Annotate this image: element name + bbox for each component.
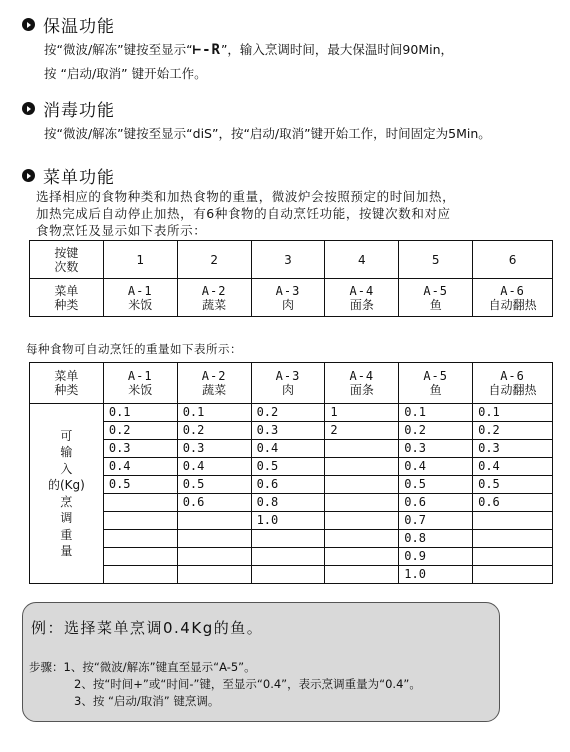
- table-row: [30, 404, 553, 422]
- weight-cell: 1.0: [251, 512, 325, 530]
- weight-cell: 0.6: [399, 494, 473, 512]
- weight-side-label: [30, 404, 104, 584]
- section-heading-menu: [22, 163, 115, 188]
- menu-code: A-1: [127, 283, 153, 298]
- menu-cell: [473, 279, 553, 317]
- menu-code: A-2: [201, 283, 227, 298]
- example-step-2: 2、按“时间+”或“时间-”键，至显示“0.4”，表示烹调重量为“0.4”。: [74, 677, 421, 691]
- menu-code: A-6: [500, 369, 525, 383]
- menu-name: 米饭: [128, 297, 153, 312]
- weight-cell: 0.2: [399, 422, 473, 440]
- table-row: [30, 440, 553, 458]
- menu-code: A-2: [201, 369, 227, 383]
- weight-cell: 0.5: [473, 476, 553, 494]
- weight-cell: 0.8: [251, 494, 325, 512]
- weight-cell: [325, 494, 399, 512]
- menu-cell: [177, 279, 251, 317]
- count-cell: 1: [103, 241, 177, 279]
- weight-cell: 0.4: [473, 458, 553, 476]
- weight-cell: [473, 548, 553, 566]
- count-cell: 2: [177, 241, 251, 279]
- weight-cell: [325, 476, 399, 494]
- weight-cell: 0.9: [399, 548, 473, 566]
- menu-cell: [103, 363, 177, 404]
- weight-cell: [251, 566, 325, 584]
- step-text: 按“微波/解冻”键直至显示“A-5”。: [82, 660, 256, 674]
- seven-segment-display-text: ⊢-R: [192, 42, 221, 58]
- label-part: 菜单: [54, 283, 79, 298]
- weight-cell: [103, 494, 177, 512]
- menu-cell: [325, 363, 399, 404]
- weight-cell: 0.5: [177, 476, 251, 494]
- menu-code: A-5: [423, 283, 449, 298]
- weight-cell: 0.3: [103, 440, 177, 458]
- section-heading-keep-warm: [22, 12, 115, 37]
- weight-cell: 0.3: [399, 440, 473, 458]
- weight-cell: 2: [325, 422, 399, 440]
- weight-cell: 1: [325, 404, 399, 422]
- section-heading-disinfect: [22, 96, 115, 121]
- table-row: [30, 530, 553, 548]
- weight-cell: [325, 458, 399, 476]
- steps-prefix: 步骤：1、: [29, 660, 83, 674]
- menu-cell: [103, 279, 177, 317]
- menu-desc-line-3: 食物烹饪及显示如下表所示：: [36, 223, 207, 238]
- weight-cell: 0.2: [473, 422, 553, 440]
- weight-cell: 0.8: [399, 530, 473, 548]
- count-cell: 3: [251, 241, 325, 279]
- play-bullet-icon: [22, 102, 35, 115]
- menu-name: 蔬菜: [202, 297, 227, 312]
- weight-cell: 0.5: [103, 476, 177, 494]
- weight-cell: 0.1: [399, 404, 473, 422]
- count-cell: 4: [325, 241, 399, 279]
- menu-cell: [473, 363, 553, 404]
- side-label-char: 入: [60, 461, 73, 476]
- weight-cell: 0.2: [177, 422, 251, 440]
- text-segment: ”，输入烹调时间，最大保温时间90Min，: [220, 42, 453, 57]
- side-label-char: 量: [60, 544, 73, 558]
- table-row: [30, 241, 553, 279]
- keep-warm-line-1: [44, 40, 453, 58]
- weight-table: [29, 362, 553, 584]
- menu-name: 自动翻热: [488, 297, 537, 312]
- weight-cell: 0.6: [251, 476, 325, 494]
- weight-cell: [103, 566, 177, 584]
- weight-cell: [325, 440, 399, 458]
- menu-code: A-3: [275, 283, 301, 298]
- weight-cell: 0.3: [177, 440, 251, 458]
- row-label-menu: [30, 279, 104, 317]
- menu-code: A-4: [349, 369, 375, 383]
- table-row: [30, 476, 553, 494]
- weight-cell: 0.4: [251, 440, 325, 458]
- weight-cell: 0.4: [103, 458, 177, 476]
- weight-cell: 0.1: [177, 404, 251, 422]
- menu-cell: [177, 363, 251, 404]
- menu-name: 肉: [281, 297, 294, 312]
- example-step-1: [29, 659, 256, 675]
- side-label-char: 的(Kg): [47, 478, 85, 492]
- play-bullet-icon: [22, 18, 35, 31]
- weight-cell: 0.6: [177, 494, 251, 512]
- weight-cell: [251, 548, 325, 566]
- weight-cell: [177, 530, 251, 548]
- count-cell: 6: [473, 241, 553, 279]
- weight-cell: [325, 512, 399, 530]
- side-label-char: 烹: [60, 494, 73, 509]
- menu-name: 鱼: [429, 297, 442, 312]
- menu-name: 鱼: [429, 383, 442, 397]
- menu-code: A-5: [423, 369, 449, 383]
- menu-name: 肉: [281, 383, 294, 397]
- count-cell: 5: [399, 241, 473, 279]
- menu-name: 面条: [349, 297, 374, 312]
- section-title: 消毒功能: [43, 101, 115, 121]
- side-label-char: 输: [60, 445, 73, 459]
- example-step-3: 3、按 “启动/取消” 键烹调。: [74, 694, 220, 708]
- weight-cell: 0.2: [103, 422, 177, 440]
- weight-cell: 1.0: [399, 566, 473, 584]
- weight-cell: 0.1: [103, 404, 177, 422]
- weight-cell: [325, 566, 399, 584]
- menu-cell: [251, 279, 325, 317]
- weight-cell: 0.6: [473, 494, 553, 512]
- menu-cell: [325, 279, 399, 317]
- menu-code: A-3: [275, 369, 301, 383]
- table-row: [30, 422, 553, 440]
- menu-name: 蔬菜: [202, 383, 227, 397]
- weight-cell: 0.2: [251, 404, 325, 422]
- weight-cell: 0.4: [399, 458, 473, 476]
- menu-name: 米饭: [128, 383, 153, 397]
- section-title: 菜单功能: [43, 168, 115, 188]
- row-label-presses: [30, 241, 104, 279]
- label-part: 按键: [54, 245, 79, 260]
- label-part: 种类: [54, 383, 79, 397]
- weight-table-caption: 每种食物可自动烹饪的重量如下表所示：: [26, 342, 242, 356]
- disinfect-line-1: 按“微波/解冻”键按至显示“diS”，按“启动/取消”键开始工作，时间固定为5Min。: [44, 126, 491, 141]
- weight-cell: [325, 530, 399, 548]
- weight-cell: 0.5: [399, 476, 473, 494]
- weight-cell: [251, 530, 325, 548]
- label-part: 种类: [54, 297, 79, 312]
- menu-name: 面条: [349, 383, 374, 397]
- section-title: 保温功能: [43, 17, 115, 37]
- weight-table-body: [30, 404, 553, 584]
- example-title: 例：选择菜单烹调0.4Kg的鱼。: [31, 619, 264, 637]
- menu-code: A-6: [500, 283, 525, 298]
- example-box: [22, 602, 500, 722]
- table-row: [30, 548, 553, 566]
- text-segment: 按“微波/解冻”键按至显示“: [44, 42, 193, 57]
- menu-cell: [251, 363, 325, 404]
- menu-desc-line-1: 选择相应的食物种类和加热食物的重量，微波炉会按照预定的时间加热，: [36, 189, 456, 204]
- weight-cell: [325, 548, 399, 566]
- menu-name: 自动翻热: [488, 383, 537, 397]
- table-header-row: [30, 363, 553, 404]
- keep-warm-line-2: 按 “启动/取消” 键开始工作。: [44, 66, 207, 81]
- label-part: 菜单: [54, 369, 79, 383]
- table-row: [30, 494, 553, 512]
- menu-code: A-1: [127, 369, 153, 383]
- weight-cell: 0.3: [473, 440, 553, 458]
- label-part: 次数: [54, 259, 79, 274]
- side-label-char: 调: [60, 511, 73, 525]
- weight-cell: [473, 530, 553, 548]
- weight-cell: [103, 548, 177, 566]
- table-row: [30, 566, 553, 584]
- table-row: [30, 279, 553, 317]
- menu-desc-line-2: 加热完成后自动停止加热，有6种食物的自动烹饪功能，按键次数和对应: [36, 206, 451, 221]
- weight-cell: 0.4: [177, 458, 251, 476]
- play-bullet-icon: [22, 169, 35, 182]
- table-row: [30, 512, 553, 530]
- key-press-table: [29, 240, 553, 317]
- menu-cell: [399, 279, 473, 317]
- weight-cell: 0.5: [251, 458, 325, 476]
- menu-cell: [399, 363, 473, 404]
- table-row: [30, 458, 553, 476]
- menu-code: A-4: [349, 283, 375, 298]
- weight-cell: 0.7: [399, 512, 473, 530]
- weight-cell: [177, 512, 251, 530]
- weight-cell: [473, 512, 553, 530]
- header-label-menu: [30, 363, 104, 404]
- side-label-char: 重: [60, 527, 73, 542]
- weight-cell: [177, 548, 251, 566]
- weight-cell: [103, 530, 177, 548]
- weight-cell: 0.1: [473, 404, 553, 422]
- weight-cell: 0.3: [251, 422, 325, 440]
- weight-cell: [473, 566, 553, 584]
- side-label-char: 可: [60, 428, 73, 443]
- weight-cell: [177, 566, 251, 584]
- weight-cell: [103, 512, 177, 530]
